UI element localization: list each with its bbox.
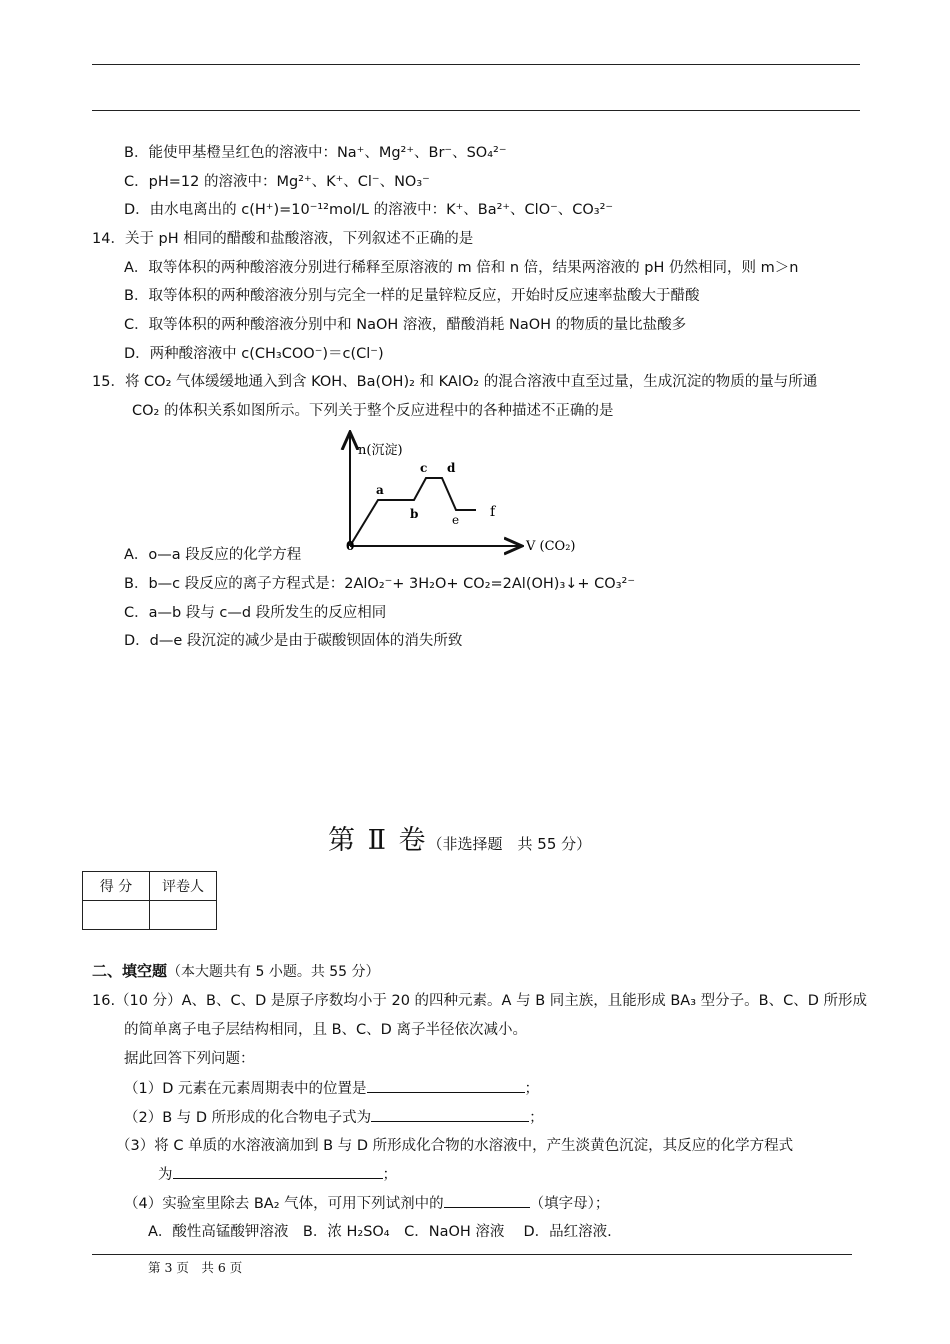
q14-stem: 14．关于 pH 相同的醋酸和盐酸溶液，下列叙述不正确的是 (92, 231, 474, 247)
q16-part3-answer-blank[interactable] (173, 1164, 383, 1179)
q15-stem-line2: CO₂ 的体积关系如图所示。下列关于整个反应进程中的各种描述不正确的是 (132, 403, 614, 419)
score-table (82, 871, 217, 930)
q13-option-d: D．由水电离出的 c(H⁺)=10⁻¹²mol/L 的溶液中：K⁺、Ba²⁺、ClO⁻、CO₃²⁻ (124, 202, 614, 218)
part2-title: 第 Ⅱ 卷 (328, 825, 428, 856)
header-rule-top (92, 64, 860, 65)
q16-part4-tail: （填字母）； (529, 1196, 610, 1212)
q16-part3-text: 为 (158, 1167, 173, 1183)
section-heading (92, 961, 380, 982)
q15-option-b: B．b—c 段反应的离子方程式是：2AlO₂⁻+ 3H₂O+ CO₂=2Al(OH)₃↓+ CO₃²⁻ (124, 576, 635, 592)
footer-rule (92, 1254, 852, 1255)
q16-part4-choices: A．酸性高锰酸钾溶液 B．浓 H₂SO₄ C．NaOH 溶液 D．品红溶液. (148, 1224, 612, 1240)
q16-part3-line1: （3）将 C 单质的水溶液滴加到 B 与 D 所形成化合物的水溶液中，产生淡黄色沉淀，其反应的化学方程式 (116, 1138, 794, 1154)
q15-precipitate-graph (330, 428, 620, 563)
q16-stem-line1: 16.（10 分）A、B、C、D 是原子序数均小于 20 的四种元素。A 与 B 同主族，且能形成 BA₃ 型分子。B、C、D 所形成 (92, 993, 867, 1009)
q14-option-d: D．两种酸溶液中 c(CH₃COO⁻)＝c(Cl⁻) (124, 346, 384, 362)
graph-y-label: n(沉淀) (358, 443, 403, 458)
q15-option-c: C．a—b 段与 c—d 段所发生的反应相同 (124, 605, 387, 621)
section-title: 二、填空题 (92, 962, 168, 980)
q16-stem-line3: 据此回答下列问题： (124, 1051, 255, 1067)
grader-cell[interactable] (150, 901, 217, 930)
graph-origin-label: 0 (346, 539, 355, 553)
q16-part3-semicolon: ； (382, 1167, 397, 1183)
page-footer: 第 3 页 共 6 页 (148, 1260, 243, 1275)
q15-option-a: A．o—a 段反应的化学方程 (124, 547, 302, 563)
q14-option-c: C．取等体积的两种酸溶液分别中和 NaOH 溶液，醋酸消耗 NaOH 的物质的量比盐酸多 (124, 317, 687, 333)
q16-part1-answer-blank[interactable] (367, 1078, 525, 1093)
q16-part4-text: （4）实验室里除去 BA₂ 气体，可用下列试剂中的 (124, 1196, 444, 1212)
part2-title-block (328, 818, 591, 857)
graph-point-b: b (410, 507, 419, 521)
q15-stem-line1: 15．将 CO₂ 气体缓缓地通入到含 KOH、Ba(OH)₂ 和 KAlO₂ 的混合溶液中直至过量，生成沉淀的物质的量与所通 (92, 374, 818, 390)
score-header: 得 分 (83, 872, 150, 901)
q16-part1 (124, 1078, 539, 1099)
q16-part4-answer-blank[interactable] (444, 1193, 530, 1208)
q15-option-d: D．d—e 段沉淀的减少是由于碳酸钡固体的消失所致 (124, 633, 463, 649)
q16-part4 (124, 1193, 609, 1214)
graph-point-a: a (376, 483, 384, 497)
q16-part2-semicolon: ； (529, 1110, 544, 1126)
q16-part2-text: （2）B 与 D 所形成的化合物电子式为 (124, 1110, 372, 1126)
q16-part2 (124, 1107, 544, 1128)
graph-point-c: c (420, 461, 428, 475)
graph-point-e: e (452, 513, 460, 527)
q13-option-b: B．能使甲基橙呈红色的溶液中：Na⁺、Mg²⁺、Br⁻、SO₄²⁻ (124, 145, 507, 161)
grader-header: 评卷人 (150, 872, 217, 901)
score-cell[interactable] (83, 901, 150, 930)
q14-option-a: A．取等体积的两种酸溶液分别进行稀释至原溶液的 m 倍和 n 倍，结果两溶液的 pH 仍然相同，则 m＞n (124, 260, 799, 276)
section-note: （本大题共有 5 小题。共 55 分） (167, 964, 380, 980)
q13-option-c: C．pH=12 的溶液中：Mg²⁺、K⁺、Cl⁻、NO₃⁻ (124, 174, 430, 190)
graph-point-d: d (447, 461, 456, 475)
graph-x-label: V (CO₂) (526, 539, 576, 554)
q16-part1-semicolon: ； (524, 1081, 539, 1097)
q16-part3-line2 (158, 1164, 397, 1185)
q14-option-b: B．取等体积的两种酸溶液分别与完全一样的足量锌粒反应，开始时反应速率盐酸大于醋酸 (124, 288, 700, 304)
q16-part2-answer-blank[interactable] (371, 1107, 529, 1122)
part2-subtitle: （非选择题 共 55 分） (427, 835, 592, 853)
q16-stem-line2: 的简单离子电子层结构相同，且 B、C、D 离子半径依次减小。 (124, 1022, 527, 1038)
q16-part1-text: （1）D 元素在元素周期表中的位置是 (124, 1081, 367, 1097)
header-rule-second (92, 110, 860, 111)
graph-point-f: f (490, 504, 496, 520)
